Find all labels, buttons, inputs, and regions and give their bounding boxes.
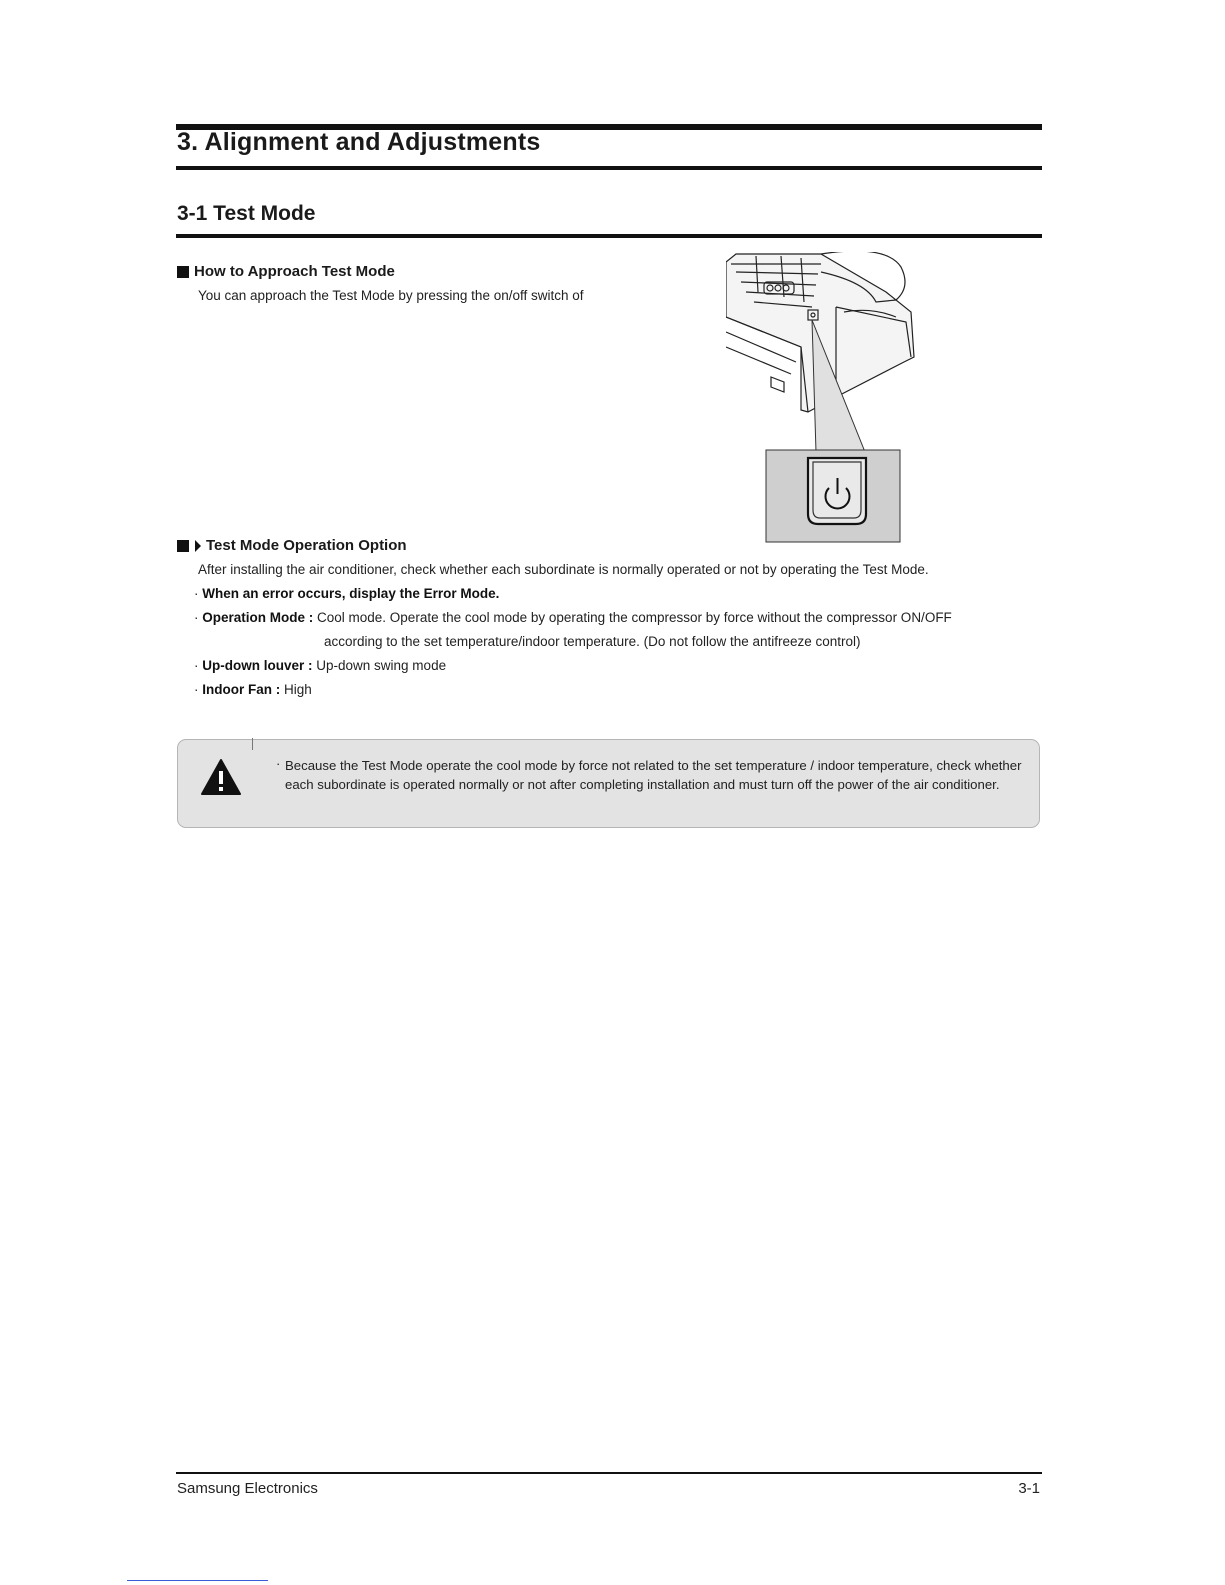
link-underline: [127, 1580, 268, 1581]
power-button-icon: [808, 458, 866, 524]
bullet-louver: · Up-down louver : Up-down swing mode: [194, 658, 447, 673]
warning-divider: [252, 738, 253, 750]
bullet-error: · When an error occurs, display the Error Mode.: [194, 586, 500, 601]
footer-page-number: 3-1: [1018, 1480, 1040, 1497]
square-bullet-icon: [177, 540, 189, 552]
chapter-title: 3. Alignment and Adjustments: [177, 128, 541, 156]
bullet-operation-mode: · Operation Mode : Cool mode. Operate the cool mode by operating the compressor by force without the compressor ON/OFF: [194, 610, 952, 625]
indoor-unit-illustration: [726, 252, 926, 552]
warning-text: Because the Test Mode operate the cool mode by force not related to the set temperature / indoor temperature, check whether each subordinate is operated normally or not after completing installation and must turn off the power of the air conditioner.: [285, 758, 1022, 792]
section-rule: [176, 234, 1042, 238]
operation-heading: Test Mode Operation Option: [177, 537, 407, 554]
footer-company: Samsung Electronics: [177, 1480, 318, 1497]
arrow-bullet-icon: [195, 540, 201, 552]
operation-mode-continuation: according to the set temperature/indoor temperature. (Do not follow the antifreeze control): [324, 634, 861, 649]
footer-rule: [176, 1472, 1042, 1474]
operation-intro: After installing the air conditioner, check whether each subordinate is normally operated or not by operating the Test Mode.: [198, 562, 929, 577]
bullet-indoor-fan: · Indoor Fan : High: [194, 682, 312, 697]
warning-triangle-icon: [200, 758, 242, 796]
warning-bullet: ·: [276, 756, 281, 771]
chapter-bottom-rule: [176, 166, 1042, 170]
approach-text: You can approach the Test Mode by pressing the on/off switch of: [198, 288, 584, 303]
square-bullet-icon: [177, 266, 189, 278]
approach-heading: How to Approach Test Mode: [177, 263, 395, 280]
section-title: 3-1 Test Mode: [177, 202, 316, 225]
